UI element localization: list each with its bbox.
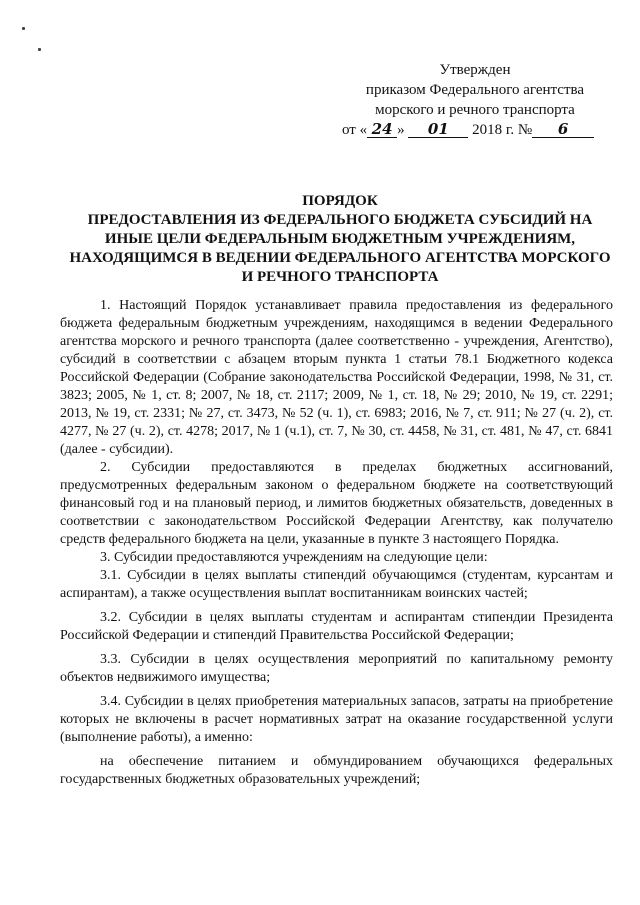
paragraph-3: 3. Субсидии предоставляются учреждениям на следующие цели: [100,550,488,565]
paragraph-2: 2. Субсидии предоставляются в пределах бюджетных ассигнований, предусмотренных федеральным законом о федеральном бюджете на соответствующий финансовый год и на плановый период, и лимитов бюджетных обязательств, доведенных в соответствии с законодательством Российской Федерации Агентству, как получателю средств федерального бюджета на цели, указанные в пункте 3 настоящего Порядка. [60,460,613,547]
scan-speck [38,48,41,51]
approved-label: Утвержден [439,62,511,78]
title-line-3: НАХОДЯЩИМСЯ В ВЕДЕНИИ ФЕДЕРАЛЬНОГО АГЕНТСТВА МОРСКОГО [69,250,611,266]
order-date-line [330,120,620,140]
date-prefix: от « [342,122,368,138]
order-line-1: приказом Федерального агентства [365,82,585,98]
date-month-handwritten: 01 [408,121,468,138]
scan-speck [22,27,25,30]
date-year: 2018 г. № [472,122,533,138]
order-line-2: морского и речного транспорта [375,102,575,118]
title-line-1: ПРЕДОСТАВЛЕНИЯ ИЗ ФЕДЕРАЛЬНОГО БЮДЖЕТА СУБСИДИЙ НА [87,212,593,228]
date-day-handwritten: 24 [367,121,397,138]
paragraph-3-4: 3.4. Субсидии в целях приобретения материальных запасов, затраты на приобретение которых не включены в расчет нормативных затрат на оказание государственной услуги (выполнение работы), а именно: [60,694,613,745]
document-title [60,192,620,287]
order-number-handwritten: 6 [532,121,594,138]
document-body [60,297,613,789]
approval-block [330,60,620,140]
title-heading: ПОРЯДОК [302,193,378,209]
paragraph-3-2: 3.2. Субсидии в целях выплаты студентам и аспирантам стипендии Президента Российской Федерации и стипендий Правительства Российской Федерации; [60,610,613,643]
date-sep: » [397,122,405,138]
title-line-4: И РЕЧНОГО ТРАНСПОРТА [241,269,439,285]
paragraph-3-1: 3.1. Субсидии в целях выплаты стипендий обучающимся (студентам, курсантам и аспирантам), а также осуществления выплат воспитанникам воинских частей; [60,568,613,601]
paragraph-3-4-a: на обеспечение питанием и обмундированием обучающихся федеральных государственных бюджетных образовательных учреждений; [60,754,613,787]
title-line-2: ИНЫЕ ЦЕЛИ ФЕДЕРАЛЬНЫМ БЮДЖЕТНЫМ УЧРЕЖДЕНИЯМ, [104,231,576,247]
paragraph-3-3: 3.3. Субсидии в целях осуществления мероприятий по капитальному ремонту объектов недвижимого имущества; [60,652,613,685]
paragraph-1: 1. Настоящий Порядок устанавливает правила предоставления из федерального бюджета федеральным бюджетным учреждениям, находящимся в ведении Федерального агентства морского и речного транспорта (далее соответственно - учреждения, Агентство), субсидий в соответствии с абзацем вторым пункта 1 статьи 78.1 Бюджетного кодекса Российской Федерации (Собрание законодательства Российской Федерации, 1998, № 31, ст. 3823; 2005, № 1, ст. 8; 2007, № 18, ст. 2117; 2009, № 1, ст. 18, № 29; 2010, № 19, ст. 2291; 2013, № 19, ст. 2331; № 27, ст. 3473, № 52 (ч. 1), ст. 6983; 2016, № 7, ст. 911; № 27 (ч. 2), ст. 4277, № 27 (ч. 2), ст. 4278; 2017, № 1 (ч.1), ст. 7, № 30, ст. 4458, № 31, ст. 481, № 47, ст. 6841 (далее - субсидии). [60,298,613,457]
